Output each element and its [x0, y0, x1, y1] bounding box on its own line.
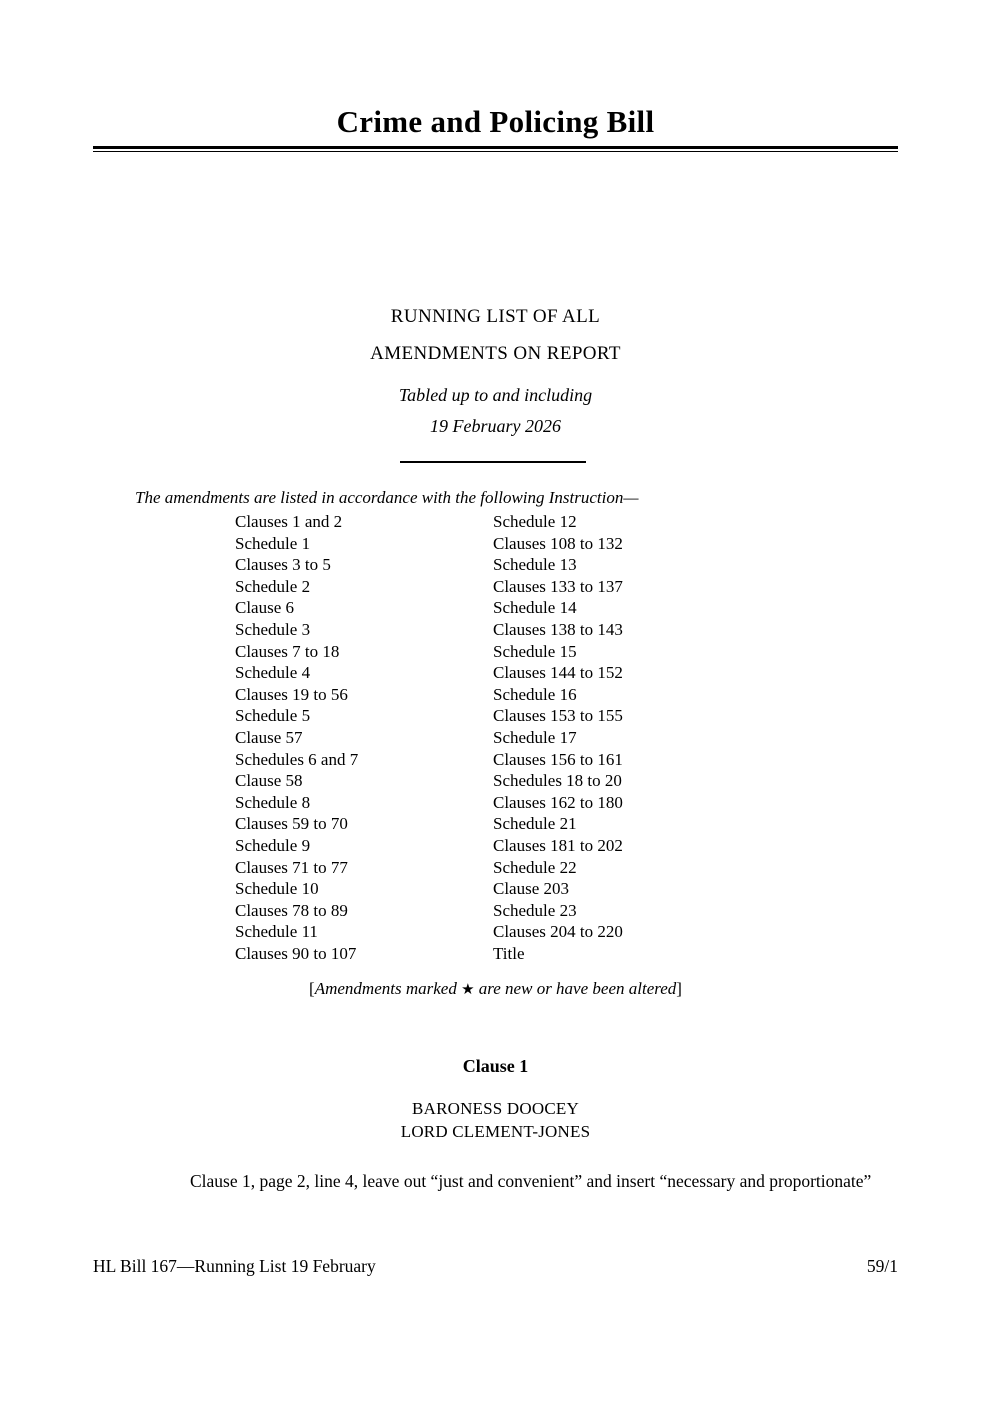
instruction-list-item: Schedule 13	[493, 555, 577, 575]
page-footer	[93, 1256, 898, 1277]
instruction-list-left-column	[235, 511, 493, 964]
instruction-list-item: Clauses 133 to 137	[493, 576, 623, 596]
instruction-list-item: Clause 58	[235, 771, 303, 791]
instruction-list-item: Schedule 21	[493, 814, 577, 834]
note-close-bracket: ]	[676, 979, 682, 998]
sponsor-lord-clement-jones: LORD CLEMENT-JONES	[400, 1121, 591, 1141]
instruction-list-item: Clause 57	[235, 727, 303, 747]
tabled-date-line: 19 February 2026	[430, 416, 561, 436]
instruction-list-item: Schedule 11	[235, 922, 318, 942]
instruction-list-item: Clauses 59 to 70	[235, 814, 348, 834]
footer-page-number: 59/1	[866, 1256, 898, 1276]
instruction-list-item: Schedule 17	[493, 727, 577, 747]
tabled-up-to-line: Tabled up to and including	[398, 385, 593, 405]
instruction-list-item: Clauses 78 to 89	[235, 900, 348, 920]
footer-bill-reference: HL Bill 167—Running List 19 February	[93, 1256, 376, 1276]
heading-amendments-on-report: AMENDMENTS ON REPORT	[370, 343, 621, 364]
instruction-list-item: Clauses 181 to 202	[493, 835, 623, 855]
instruction-list-item: Schedule 2	[235, 576, 311, 596]
instruction-list-item: Clauses 138 to 143	[493, 619, 623, 639]
instruction-list-item: Clause 203	[493, 879, 570, 899]
instruction-list-item: Schedule 12	[493, 512, 577, 531]
instruction-list-item: Clauses 71 to 77	[235, 857, 348, 877]
instruction-list-item: Schedule 10	[235, 879, 319, 899]
instruction-list-item: Clauses 1 and 2	[235, 512, 343, 531]
instruction-list-item: Schedule 14	[493, 598, 577, 618]
instruction-list-item: Schedule 23	[493, 900, 577, 920]
instruction-intro: The amendments are listed in accordance with the following Instruction—	[135, 488, 639, 507]
instruction-list-item: Schedule 15	[493, 641, 577, 661]
instruction-list-item: Clauses 162 to 180	[493, 792, 623, 812]
instruction-list-item: Clauses 3 to 5	[235, 555, 331, 575]
note-text-before-star: Amendments marked	[314, 979, 462, 998]
instruction-list-item: Schedules 18 to 20	[493, 771, 622, 791]
clause-heading: Clause 1	[462, 1056, 529, 1076]
heading-running-list: RUNNING LIST OF ALL	[390, 306, 601, 327]
instruction-list-item: Clauses 108 to 132	[493, 533, 623, 553]
instruction-list-item: Clauses 90 to 107	[235, 943, 357, 963]
sponsor-baroness-doocey: BARONESS DOOCEY	[412, 1099, 579, 1118]
section-separator-rule	[400, 461, 586, 463]
instruction-list-item: Clauses 153 to 155	[493, 706, 623, 726]
instruction-list-item: Clause 6	[235, 598, 295, 618]
instruction-list-item: Schedule 5	[235, 706, 311, 726]
amendment-text: Clause 1, page 2, line 4, leave out “just and convenient” and insert “necessary and proportionate”	[190, 1171, 872, 1191]
instruction-list-item: Clauses 204 to 220	[493, 922, 623, 942]
instruction-list-item: Schedule 1	[235, 533, 311, 553]
amendments-marked-note	[0, 979, 991, 999]
sponsor-names	[0, 1098, 991, 1143]
instruction-list-right-column	[493, 511, 835, 964]
note-open-bracket: [	[309, 979, 315, 998]
instruction-list-item: Schedules 6 and 7	[235, 749, 359, 769]
instruction-list-item: Schedule 22	[493, 857, 577, 877]
instruction-list-item: Schedule 8	[235, 792, 311, 812]
instruction-list	[235, 511, 835, 964]
instruction-list-item: Schedule 16	[493, 684, 577, 704]
instruction-list-item: Clauses 144 to 152	[493, 663, 623, 683]
bill-title: Crime and Policing Bill	[336, 104, 655, 139]
instruction-list-item: Clauses 7 to 18	[235, 641, 340, 661]
instruction-list-item: Clauses 156 to 161	[493, 749, 623, 769]
instruction-list-item: Title	[493, 943, 525, 963]
instruction-list-item: Schedule 4	[235, 663, 311, 683]
title-double-rule	[93, 146, 898, 152]
star-icon: ★	[461, 982, 475, 998]
note-text-after-star: are new or have been altered	[474, 979, 677, 998]
instruction-list-item: Schedule 9	[235, 835, 311, 855]
instruction-list-item: Clauses 19 to 56	[235, 684, 348, 704]
instruction-list-item: Schedule 3	[235, 619, 311, 639]
